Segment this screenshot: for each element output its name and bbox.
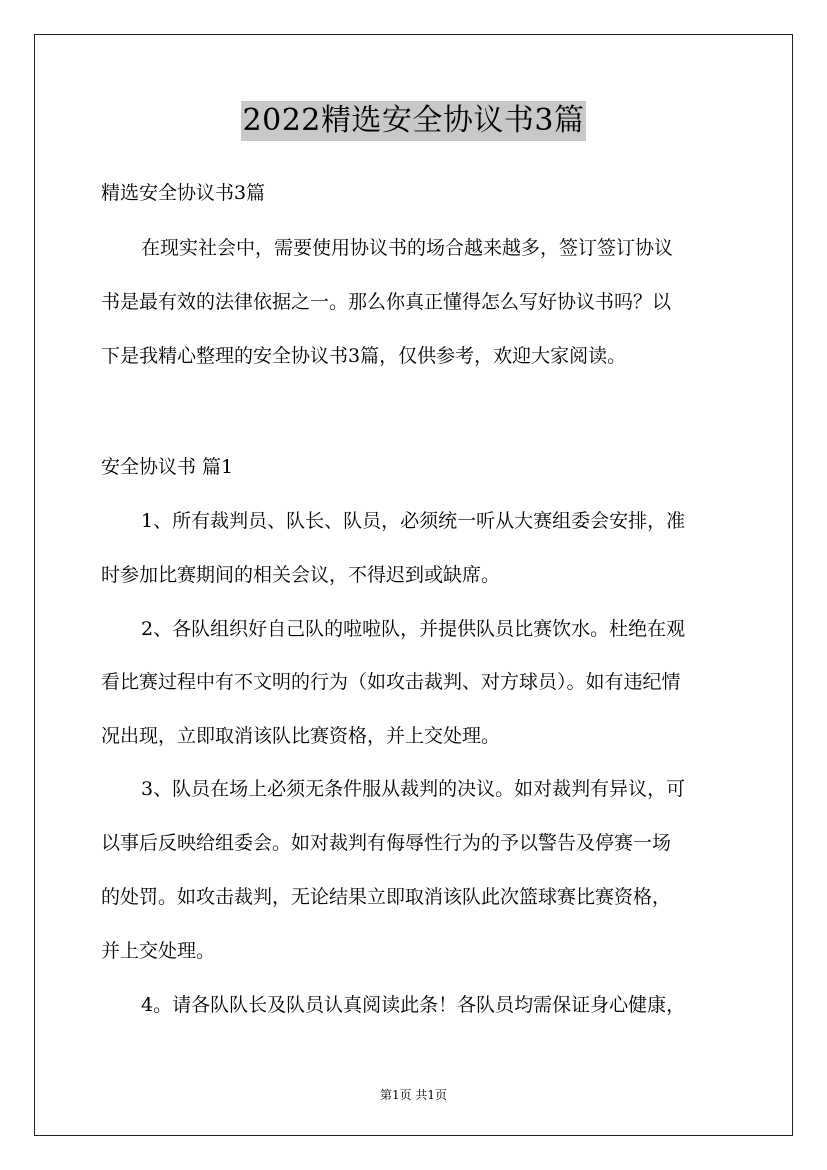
page-footer: 第1页 共1页 xyxy=(379,1088,448,1102)
body-line-4: 看比赛过程中有不文明的行为（如攻击裁判、对方球员）。如有违纪情 xyxy=(101,671,681,693)
body-line-10: 4。请各队队长及队员认真阅读此条！各队员均需保证身心健康， xyxy=(141,994,686,1016)
title-container xyxy=(0,101,827,141)
intro-line-1: 在现实社会中，需要使用协议书的场合越来越多，签订签订协议 xyxy=(141,237,674,259)
document-title: 2022精选安全协议书3篇 xyxy=(241,101,587,141)
body-line-2: 时参加比赛期间的相关会议，不得迟到或缺席。 xyxy=(101,564,501,586)
body-line-8: 的处罚。如攻击裁判，无论结果立即取消该队此次篮球赛比赛资格， xyxy=(101,886,672,908)
body-line-7: 以事后反映给组委会。如对裁判有侮辱性行为的予以警告及停赛一场 xyxy=(101,832,672,854)
body-line-1: 1、所有裁判员、队长、队员，必须统一听从大赛组委会安排，准 xyxy=(141,510,686,532)
body-line-6: 3、队员在场上必须无条件服从裁判的决议。如对裁判有异议，可 xyxy=(141,778,686,800)
intro-line-2: 书是最有效的法律依据之一。那么你真正懂得怎么写好协议书吗？以 xyxy=(101,291,672,313)
intro-line-3: 下是我精心整理的安全协议书3篇，仅供参考，欢迎大家阅读。 xyxy=(101,345,627,367)
body-line-9: 并上交处理。 xyxy=(101,940,216,962)
document-subtitle: 精选安全协议书3篇 xyxy=(101,182,266,204)
body-line-5: 况出现，立即取消该队比赛资格，并上交处理。 xyxy=(101,725,501,747)
body-line-3: 2、各队组织好自己队的啦啦队，并提供队员比赛饮水。杜绝在观 xyxy=(141,618,686,640)
section-heading: 安全协议书 篇1 xyxy=(101,456,234,478)
